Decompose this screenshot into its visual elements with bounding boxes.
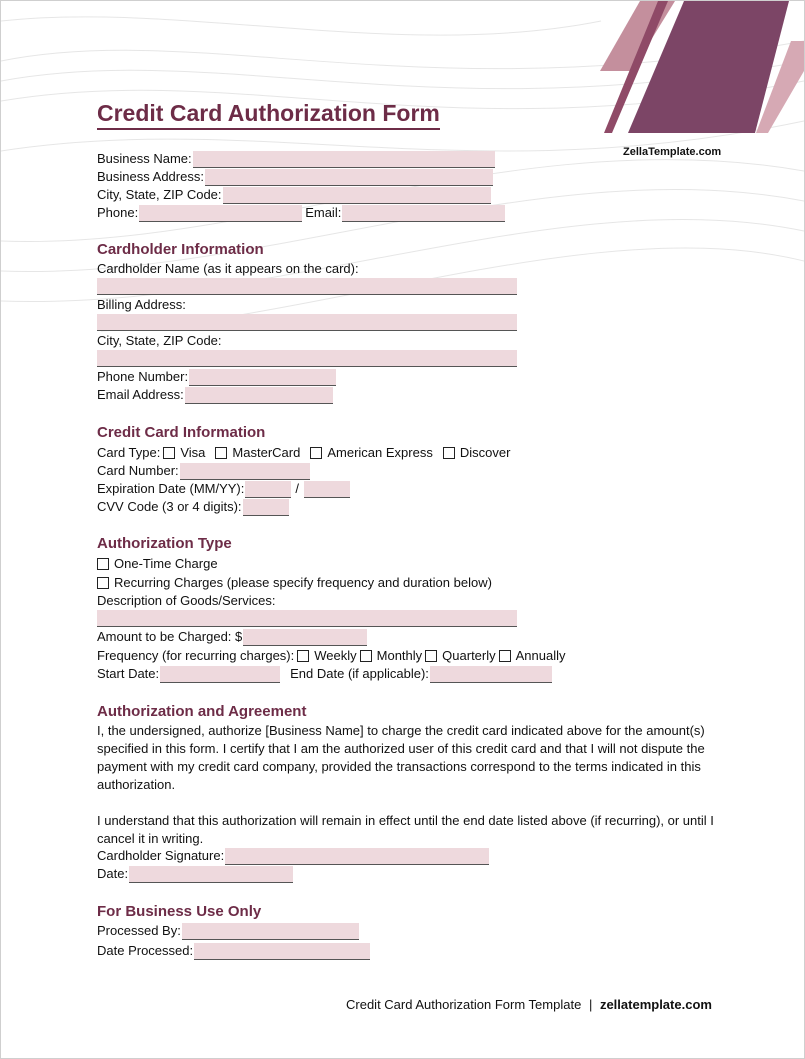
quarterly-checkbox[interactable] xyxy=(425,650,437,662)
monthly-checkbox[interactable] xyxy=(360,650,372,662)
cardholder-name-label: Cardholder Name (as it appears on the card): xyxy=(97,261,359,276)
visa-label: Visa xyxy=(180,445,206,460)
business-name-field[interactable] xyxy=(193,151,495,168)
processed-by-field[interactable] xyxy=(182,923,359,940)
discover-label: Discover xyxy=(459,445,511,460)
cardholder-city-field[interactable] xyxy=(97,350,517,367)
frequency-label: Frequency (for recurring charges): xyxy=(97,648,295,663)
cardholder-phone-field[interactable] xyxy=(189,369,336,386)
one-time-checkbox[interactable] xyxy=(97,558,109,570)
annually-label: Annually xyxy=(515,648,566,663)
footer-text: Credit Card Authorization Form Template xyxy=(346,997,582,1012)
card-type-label: Card Type: xyxy=(97,445,161,460)
mastercard-checkbox[interactable] xyxy=(215,447,227,459)
page-title: Credit Card Authorization Form xyxy=(97,99,440,130)
one-time-row xyxy=(97,555,218,573)
business-email-field[interactable] xyxy=(342,205,505,222)
date-processed-row xyxy=(97,942,370,960)
business-name-label: Business Name: xyxy=(97,151,192,166)
cardholder-city-label: City, State, ZIP Code: xyxy=(97,333,222,348)
business-phone-label: Phone: xyxy=(97,205,139,220)
discover-checkbox[interactable] xyxy=(443,447,455,459)
date-processed-label: Date Processed: xyxy=(97,943,194,958)
weekly-label: Weekly xyxy=(314,648,357,663)
signature-field[interactable] xyxy=(225,848,489,865)
cardholder-phone-row xyxy=(97,368,336,386)
agreement-paragraph-2: I understand that this authorization will remain in effect until the end date listed above (if recurring), or until I cancel it in writing. xyxy=(97,813,714,846)
cvv-row xyxy=(97,498,289,516)
decorative-stripes-graphic xyxy=(596,1,804,136)
amex-checkbox[interactable] xyxy=(310,447,322,459)
business-city-field[interactable] xyxy=(223,187,491,204)
amount-row xyxy=(97,628,367,646)
cvv-label: CVV Code (3 or 4 digits): xyxy=(97,499,242,514)
recurring-row xyxy=(97,574,492,592)
date-processed-field[interactable] xyxy=(194,943,370,960)
dates-row xyxy=(97,665,552,683)
card-info-heading: Credit Card Information xyxy=(97,424,266,441)
cardholder-phone-label: Phone Number: xyxy=(97,369,189,384)
end-date-label: End Date (if applicable): xyxy=(290,666,429,681)
cardholder-email-row xyxy=(97,386,333,404)
cardholder-email-label: Email Address: xyxy=(97,387,184,402)
mastercard-label: MasterCard xyxy=(232,445,301,460)
cardholder-heading: Cardholder Information xyxy=(97,241,264,258)
signature-date-field[interactable] xyxy=(129,866,293,883)
cardholder-email-field[interactable] xyxy=(185,387,333,404)
expiry-row xyxy=(97,480,350,498)
weekly-checkbox[interactable] xyxy=(297,650,309,662)
processed-by-row xyxy=(97,922,359,940)
annually-checkbox[interactable] xyxy=(499,650,511,662)
recurring-label: Recurring Charges (please specify frequency and duration below) xyxy=(114,575,492,590)
one-time-label: One-Time Charge xyxy=(114,556,218,571)
card-number-row xyxy=(97,462,310,480)
card-number-field[interactable] xyxy=(180,463,310,480)
cvv-field[interactable] xyxy=(243,499,289,516)
monthly-label: Monthly xyxy=(376,648,423,663)
expiry-year-field[interactable] xyxy=(304,481,350,498)
amount-field[interactable] xyxy=(243,629,367,646)
footer-separator: | xyxy=(588,997,593,1012)
business-use-heading: For Business Use Only xyxy=(97,903,262,920)
start-date-label: Start Date: xyxy=(97,666,160,681)
description-field[interactable] xyxy=(97,610,517,627)
start-date-field[interactable] xyxy=(160,666,280,683)
recurring-checkbox[interactable] xyxy=(97,577,109,589)
business-phone-email-row xyxy=(97,204,505,222)
expiry-month-field[interactable] xyxy=(245,481,291,498)
business-email-label: Email: xyxy=(305,205,342,220)
quarterly-label: Quarterly xyxy=(442,648,496,663)
business-name-row xyxy=(97,150,495,168)
amount-label: Amount to be Charged: $ xyxy=(97,629,243,644)
footer xyxy=(346,997,712,1012)
billing-address-field[interactable] xyxy=(97,314,517,331)
footer-site: zellatemplate.com xyxy=(599,997,712,1012)
processed-by-label: Processed By: xyxy=(97,923,181,938)
authorization-type-heading: Authorization Type xyxy=(97,535,232,552)
expiry-separator: / xyxy=(295,481,299,496)
billing-address-label: Billing Address: xyxy=(97,297,186,312)
description-label: Description of Goods/Services: xyxy=(97,593,276,608)
visa-checkbox[interactable] xyxy=(163,447,175,459)
business-city-label: City, State, ZIP Code: xyxy=(97,187,222,202)
business-address-row xyxy=(97,168,493,186)
signature-label: Cardholder Signature: xyxy=(97,848,225,863)
amex-label: American Express xyxy=(327,445,433,460)
brand-text: ZellaTemplate.com xyxy=(623,146,722,158)
agreement-heading: Authorization and Agreement xyxy=(97,703,307,720)
business-address-label: Business Address: xyxy=(97,169,204,184)
business-address-field[interactable] xyxy=(205,169,493,186)
card-number-label: Card Number: xyxy=(97,463,179,478)
card-type-row xyxy=(97,444,510,462)
end-date-field[interactable] xyxy=(430,666,552,683)
signature-date-label: Date: xyxy=(97,866,129,881)
business-phone-field[interactable] xyxy=(139,205,302,222)
signature-date-row xyxy=(97,865,293,883)
business-city-row xyxy=(97,186,491,204)
cardholder-name-field[interactable] xyxy=(97,278,517,295)
frequency-row xyxy=(97,647,566,665)
signature-row xyxy=(97,847,489,865)
expiry-label: Expiration Date (MM/YY): xyxy=(97,481,245,496)
agreement-paragraph-1: I, the undersigned, authorize [Business Name] to charge the credit card indicated above for the amount(s) specified in this form. I certify that I am the authorized user of this credit card and that I will not dispute the payment with my credit card company, provided the transactions correspond to the terms indicated in this authorization. xyxy=(97,723,705,792)
